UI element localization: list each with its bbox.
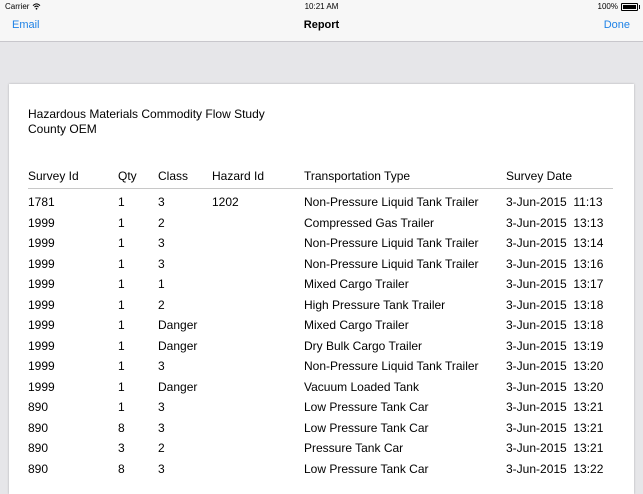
cell-survey-id: 1999 [28,297,55,312]
cell-qty: 1 [118,215,125,230]
column-header-qty: Qty [118,164,158,189]
cell-hazard-id: 1202 [212,195,239,210]
cell-qty: 8 [118,461,125,476]
email-button[interactable]: Email [12,19,40,31]
table-row [28,418,613,439]
cell-hazard-id [212,356,304,377]
table-row [28,438,613,459]
status-bar [0,0,643,13]
battery-icon [621,3,638,11]
cell-transportation-type: Low Pressure Tank Car [304,461,429,476]
cell-survey-id: 890 [28,420,49,435]
cell-survey-id: 890 [28,441,49,456]
cell-transportation-type: Pressure Tank Car [304,441,404,456]
cell-survey-id: 1999 [28,338,55,353]
cell-survey-date: 3-Jun-2015 13:20 [506,379,604,394]
cell-hazard-id [212,254,304,275]
cell-qty: 3 [118,441,125,456]
cell-class: 3 [158,359,165,374]
cell-qty: 1 [118,338,125,353]
column-header-transportation-type: Transportation Type [304,164,506,189]
cell-survey-id: 1999 [28,215,55,230]
battery-percent: 100% [597,2,618,11]
cell-survey-date: 3-Jun-2015 13:13 [506,215,604,230]
table-row [28,377,613,398]
cell-class: Danger [158,379,198,394]
page-title: Report [303,19,340,31]
report-header [28,107,265,137]
column-header-class: Class [158,164,212,189]
report-title: Hazardous Materials Commodity Flow Study [28,107,265,121]
cell-hazard-id [212,274,304,295]
cell-survey-date: 3-Jun-2015 13:14 [506,236,604,251]
cell-survey-id: 1999 [28,277,55,292]
cell-survey-id: 1781 [28,195,55,210]
column-header-survey-id: Survey Id [28,164,118,189]
cell-class: 3 [158,400,165,415]
cell-class: 2 [158,297,165,312]
cell-hazard-id [212,295,304,316]
cell-survey-date: 3-Jun-2015 13:16 [506,256,604,271]
cell-qty: 1 [118,256,125,271]
cell-transportation-type: Compressed Gas Trailer [304,215,435,230]
cell-survey-date: 3-Jun-2015 13:19 [506,338,604,353]
report-subtitle: County OEM [28,122,97,136]
cell-survey-id: 1999 [28,236,55,251]
cell-class: 3 [158,461,165,476]
cell-transportation-type: Mixed Cargo Trailer [304,277,409,292]
battery-indicator [598,2,638,11]
cell-class: Danger [158,338,198,353]
table-row [28,274,613,295]
cell-transportation-type: Non-Pressure Liquid Tank Trailer [304,256,479,271]
cell-class: 2 [158,215,165,230]
table-row [28,397,613,418]
cell-survey-date: 3-Jun-2015 13:20 [506,359,604,374]
cell-survey-date: 3-Jun-2015 13:18 [506,297,604,312]
cell-transportation-type: Non-Pressure Liquid Tank Trailer [304,195,479,210]
cell-hazard-id [212,459,304,480]
table-row [28,459,613,480]
table-row [28,356,613,377]
table-row [28,189,613,213]
cell-qty: 1 [118,318,125,333]
cell-class: Danger [158,318,198,333]
cell-survey-date: 3-Jun-2015 13:22 [506,461,604,476]
table-row [28,213,613,234]
table-row [28,254,613,275]
cell-hazard-id [212,315,304,336]
cell-qty: 1 [118,297,125,312]
cell-transportation-type: High Pressure Tank Trailer [304,297,446,312]
cell-transportation-type: Mixed Cargo Trailer [304,318,409,333]
cell-qty: 1 [118,236,125,251]
cell-hazard-id [212,397,304,418]
table-row [28,233,613,254]
cell-hazard-id [212,336,304,357]
cell-survey-id: 1999 [28,256,55,271]
table-header-row [28,164,613,189]
table-row [28,336,613,357]
cell-survey-id: 1999 [28,318,55,333]
cell-qty: 1 [118,379,125,394]
cell-survey-id: 1999 [28,379,55,394]
cell-survey-date: 3-Jun-2015 13:21 [506,441,604,456]
cell-hazard-id [212,418,304,439]
cell-transportation-type: Dry Bulk Cargo Trailer [304,338,423,353]
cell-survey-id: 890 [28,400,49,415]
cell-qty: 1 [118,277,125,292]
report-table [28,164,613,479]
cell-survey-date: 3-Jun-2015 13:18 [506,318,604,333]
cell-survey-id: 1999 [28,359,55,374]
cell-transportation-type: Non-Pressure Liquid Tank Trailer [304,359,479,374]
cell-hazard-id [212,438,304,459]
cell-qty: 1 [118,400,125,415]
cell-hazard-id [212,213,304,234]
cell-transportation-type: Low Pressure Tank Car [304,400,429,415]
table-row [28,315,613,336]
cell-class: 3 [158,236,165,251]
cell-qty: 1 [118,195,125,210]
cell-class: 3 [158,256,165,271]
navigation-bar [0,13,643,42]
table-row [28,295,613,316]
cell-transportation-type: Vacuum Loaded Tank [304,379,419,394]
cell-survey-id: 890 [28,461,49,476]
cell-class: 3 [158,420,165,435]
cell-survey-date: 3-Jun-2015 13:21 [506,420,604,435]
cell-qty: 8 [118,420,125,435]
report-page [9,84,634,494]
column-header-hazard-id: Hazard Id [212,164,304,189]
cell-survey-date: 3-Jun-2015 13:21 [506,400,604,415]
cell-hazard-id [212,377,304,398]
cell-qty: 1 [118,359,125,374]
cell-transportation-type: Non-Pressure Liquid Tank Trailer [304,236,479,251]
cell-class: 3 [158,195,165,210]
column-header-survey-date: Survey Date [506,164,613,189]
status-time: 10:21 AM [304,2,339,11]
carrier-label: Carrier [5,2,30,11]
cell-survey-date: 3-Jun-2015 13:17 [506,277,604,292]
done-button[interactable]: Done [603,19,630,31]
cell-class: 1 [158,277,165,292]
cell-hazard-id [212,233,304,254]
cell-transportation-type: Low Pressure Tank Car [304,420,429,435]
cell-class: 2 [158,441,165,456]
cell-survey-date: 3-Jun-2015 11:13 [506,195,603,210]
